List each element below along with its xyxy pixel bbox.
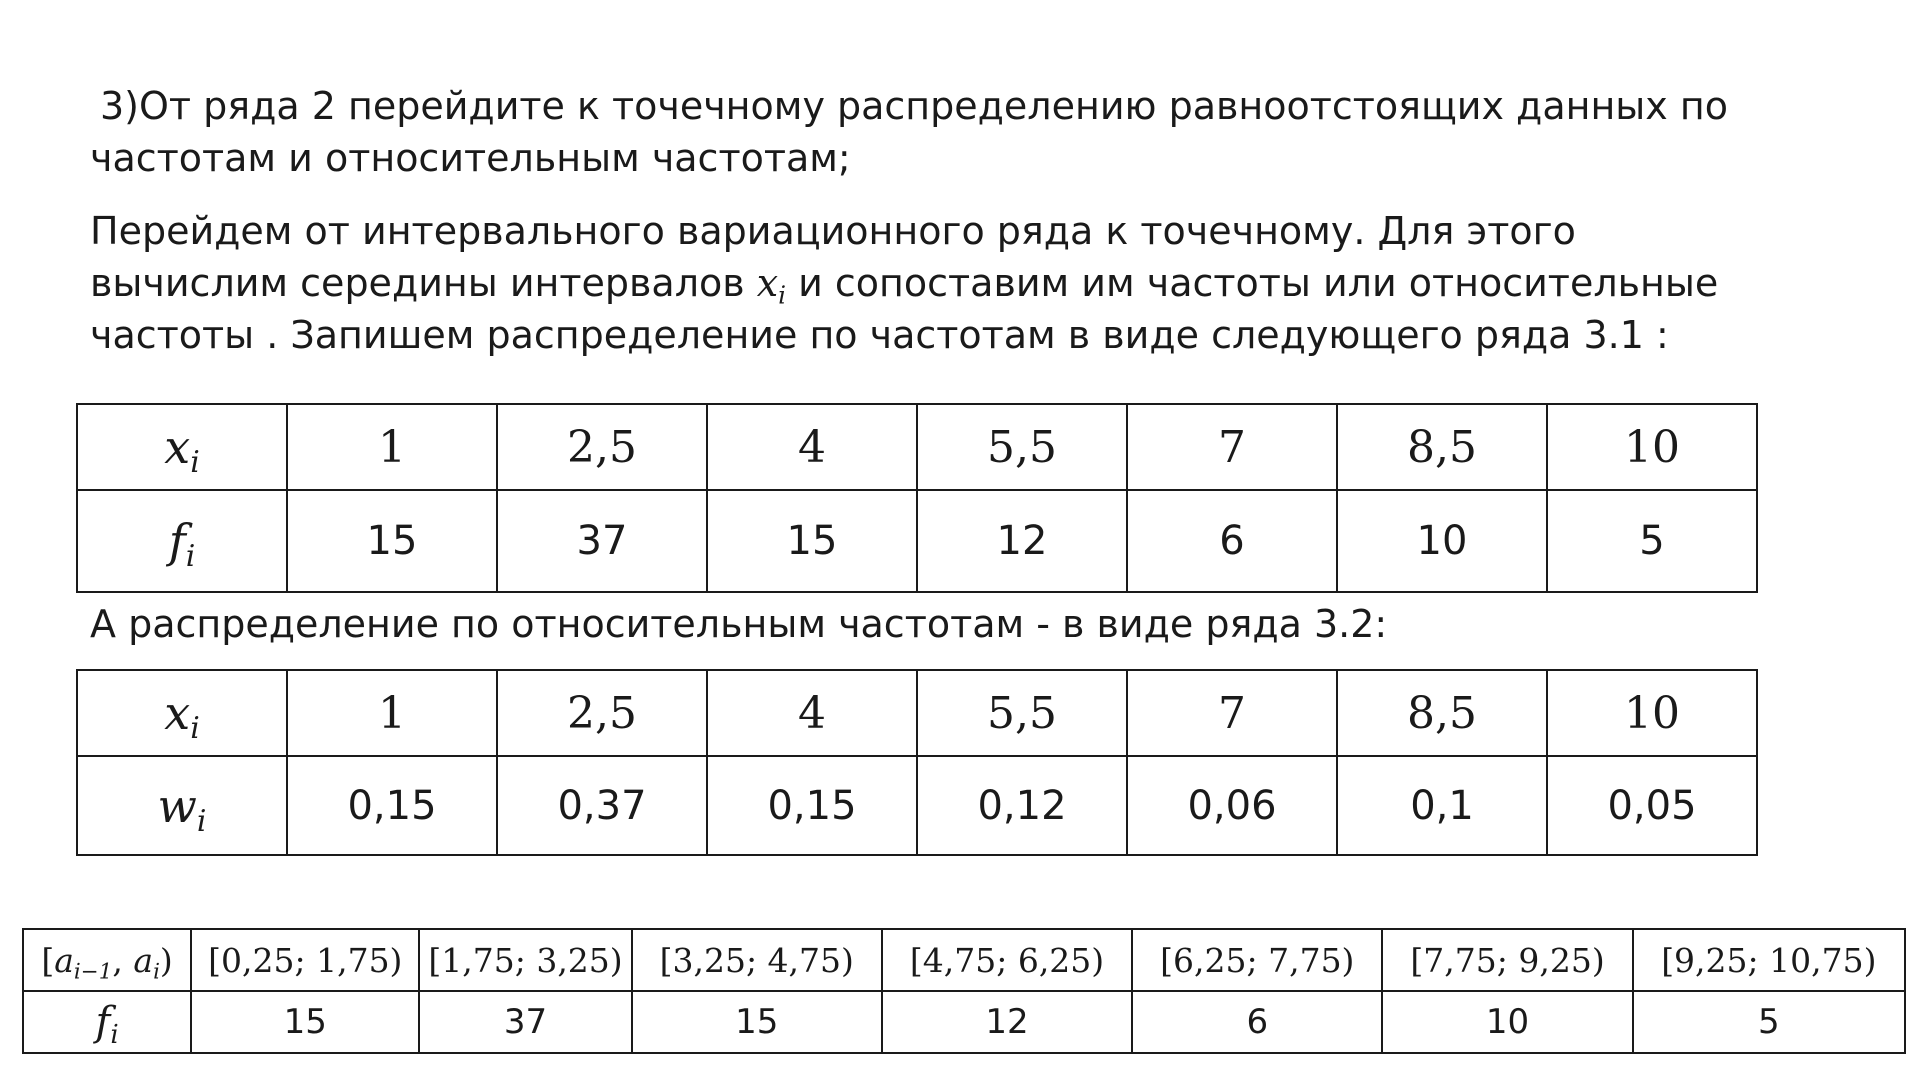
table-row — [77, 404, 1757, 490]
frequency-cell: 37 — [497, 490, 707, 592]
frequency-cell: 12 — [882, 991, 1132, 1053]
table-row — [77, 670, 1757, 756]
relative-frequency-cell: 0,15 — [707, 756, 917, 855]
task-line-1: 3)От ряда 2 перейдите к точечному распределению равноотстоящих данных по — [100, 84, 1728, 128]
x-value-cell: 1 — [287, 670, 497, 756]
interval-cell: [6,25; 7,75) — [1132, 929, 1382, 991]
relative-frequency-cell: 0,05 — [1547, 756, 1757, 855]
interval-header-cell: [$a_{i-1}$, $a_i$) — [23, 929, 191, 991]
intro-line-3: частоты . Запишем распределение по частотам в виде следующего ряда 3.1 : — [90, 313, 1669, 357]
frequency-cell: 10 — [1337, 490, 1547, 592]
interval-cell: [3,25; 4,75) — [632, 929, 882, 991]
intro-line-2-end: и сопоставим им частоты или относительные — [786, 261, 1719, 305]
x-value-cell: 10 — [1547, 404, 1757, 490]
x-header-cell: $x_i$ — [77, 404, 287, 490]
frequency-cell: 15 — [632, 991, 882, 1053]
frequency-cell: 5 — [1547, 490, 1757, 592]
frequency-cell: 6 — [1132, 991, 1382, 1053]
relative-frequency-cell: 0,06 — [1127, 756, 1337, 855]
interval-cell: [7,75; 9,25) — [1382, 929, 1632, 991]
x-value-cell: 5,5 — [917, 404, 1127, 490]
frequency-cell: 15 — [191, 991, 419, 1053]
frequency-cell: 15 — [707, 490, 917, 592]
relative-frequency-table — [76, 669, 1758, 856]
interval-series-table — [22, 928, 1906, 1054]
x-value-cell: 4 — [707, 670, 917, 756]
task-statement — [90, 80, 1728, 184]
x-value-cell: 4 — [707, 404, 917, 490]
x-value-cell: 1 — [287, 404, 497, 490]
table-row — [23, 929, 1905, 991]
relative-frequency-cell: 0,37 — [497, 756, 707, 855]
x-header-cell: $x_i$ — [77, 670, 287, 756]
interval-cell: [0,25; 1,75) — [191, 929, 419, 991]
x-value-cell: 2,5 — [497, 404, 707, 490]
f-header-cell: $f_i$ — [23, 991, 191, 1053]
interval-cell: [4,75; 6,25) — [882, 929, 1132, 991]
x-value-cell: 10 — [1547, 670, 1757, 756]
relative-frequency-caption: А распределение по относительным частотам - в виде ряда 3.2: — [90, 602, 1388, 646]
interval-cell: [9,25; 10,75) — [1633, 929, 1905, 991]
interval-cell: [1,75; 3,25) — [419, 929, 631, 991]
x-value-cell: 8,5 — [1337, 404, 1547, 490]
frequency-cell: 6 — [1127, 490, 1337, 592]
intro-variable-x: $x_i$ — [756, 261, 787, 310]
x-value-cell: 5,5 — [917, 670, 1127, 756]
x-value-cell: 2,5 — [497, 670, 707, 756]
relative-frequency-cell: 0,1 — [1337, 756, 1547, 855]
x-value-cell: 7 — [1127, 404, 1337, 490]
frequency-cell: 37 — [419, 991, 631, 1053]
frequency-cell: 15 — [287, 490, 497, 592]
x-value-cell: 7 — [1127, 670, 1337, 756]
frequency-cell: 5 — [1633, 991, 1905, 1053]
intro-line-1: Перейдем от интервального вариационного ряда к точечному. Для этого — [90, 209, 1576, 253]
relative-frequency-cell: 0,15 — [287, 756, 497, 855]
intro-paragraph — [90, 205, 1718, 361]
frequency-table — [76, 403, 1758, 593]
task-line-2: частотам и относительным частотам; — [90, 136, 851, 180]
relative-frequency-cell: 0,12 — [917, 756, 1127, 855]
frequency-cell: 12 — [917, 490, 1127, 592]
table-row — [77, 490, 1757, 592]
w-header-cell: $w_i$ — [77, 756, 287, 855]
table-row — [77, 756, 1757, 855]
x-value-cell: 8,5 — [1337, 670, 1547, 756]
frequency-cell: 10 — [1382, 991, 1632, 1053]
f-header-cell: $f_i$ — [77, 490, 287, 592]
table-row — [23, 991, 1905, 1053]
intro-line-2-start: вычислим середины интервалов — [90, 261, 757, 305]
